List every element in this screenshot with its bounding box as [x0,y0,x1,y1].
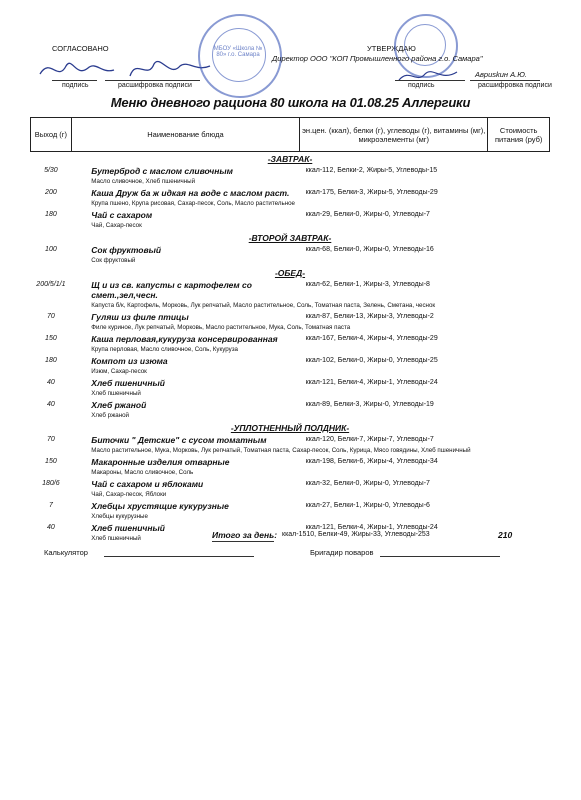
item-ingredients: Чай, Сахар-песок, Яблоки [91,491,167,498]
chef-label: Бригадир поваров [310,548,374,557]
calculator-label: Калькулятор [44,548,88,557]
item-name: Бутерброд с маслом сливочным [91,166,233,176]
item-dish-cell [71,500,299,512]
item-nutrition: ккал-102, Белки-0, Жиры-0, Углеводы-25 [305,357,438,364]
section-title: -ВТОРОЙ ЗАВТРАК- [248,233,332,243]
item-dish-cell [71,244,299,256]
item-dish-cell [71,377,299,389]
item-dish-cell [71,187,299,199]
menu-item-row [31,355,550,367]
menu-item-row [31,500,550,512]
item-name: Хлебцы хрустящие кукурузные [91,501,229,511]
item-name: Хлеб ржаной [91,400,147,410]
item-output: 5/30 [44,167,58,174]
item-name: Гуляш из филе птицы [91,312,189,322]
menu-item-row [31,187,550,199]
item-nutrition: ккал-27, Белки-1, Жиры-0, Углеводы-6 [305,502,430,509]
menu-item-ingredients-row [31,199,550,209]
section-header [31,421,550,434]
menu-item-row [31,456,550,468]
item-output: 150 [45,335,57,342]
director-text: Директор ООО "КОП Промышленного района г.о. Самара" [272,54,483,63]
menu-item-ingredients-row [31,446,550,456]
menu-item-ingredients-row [31,345,550,355]
section-title: -УПЛОТНЕННЫЙ ПОЛДНИК- [230,423,350,433]
item-nutrition: ккал-167, Белки-4, Жиры-4, Углеводы-29 [305,335,438,342]
item-output: 200/5/1/1 [36,281,66,288]
spacer-cell [31,367,72,377]
menu-item-ingredients-row [31,367,550,377]
menu-item-ingredients-row [31,389,550,399]
item-nutrition: ккал-68, Белки-0, Жиры-0, Углеводы-16 [305,246,434,253]
item-nutrition: ккал-29, Белки-0, Жиры-0, Углеводы-7 [305,211,430,218]
item-ingredients: Хлеб пшеничный [91,390,141,397]
page-title: Меню дневного рациона 80 школа на 01.08.25 Аллергики [110,95,471,110]
item-ingredients: Крупа пшено, Крупа рисовая, Сахар-песок, Соль, Масло растительное [91,200,295,207]
menu-item-ingredients-row [31,512,550,522]
item-ingredients: Капуста б/к, Картофель, Морковь, Лук репчатый, Масло растительное, Соль, Томатная паста, Зелень, Сметана, чеснок [91,302,436,309]
signature-decode-line-right [470,80,540,81]
approved-label: СОГЛАСОВАНО [52,44,109,53]
col-cost: Стоимость питания (руб) [488,118,550,152]
section-title: -ЗАВТРАК- [267,154,313,164]
item-dish-cell [71,311,299,323]
menu-item-row [31,377,550,389]
item-ingredients: Хлеб ржаной [91,412,130,419]
item-name: Каша перловая,кукуруза консервированная [91,334,278,344]
item-name: Компот из изюма [91,356,168,366]
item-nutrition: ккал-120, Белки-7, Жиры-7, Углеводы-7 [305,436,434,443]
item-dish-cell [71,478,299,490]
item-ingredients: Масло растительное, Мука, Морковь, Лук репчатый, Томатная паста, Сахар-песок, Соль, Курица, Мясо говядины, Хлеб пшеничный [91,447,471,454]
menu-item-ingredients-row [31,177,550,187]
menu-item-ingredients-row [31,468,550,478]
calculator-signature-line [104,556,254,557]
item-dish-cell [71,434,299,446]
item-dish-cell [71,333,299,345]
item-name: Каша Друж ба ж идкая на воде с маслом раст. [91,188,290,198]
item-cost [488,311,550,323]
item-dish-cell [71,279,299,301]
chef-signature-line [380,556,500,557]
caption-decode-left: расшифровка подписи [118,82,192,89]
item-dish-cell [71,355,299,367]
menu-item-ingredients-row [31,221,550,231]
item-ingredients: Масло сливочное, Хлеб пшеничный [91,178,196,185]
item-nutrition: ккал-121, Белки-4, Жиры-1, Углеводы-24 [305,524,438,531]
menu-item-row [31,399,550,411]
item-dish-cell [71,165,299,177]
item-ingredients: Хлеб пшеничный [91,535,141,542]
signature-line-right [395,80,465,81]
total-cost: 210 [498,530,513,540]
col-nutrition: эн.цен. (ккал), белки (г), углеводы (г), витамины (мг), микроэлементы (мг) [300,118,488,152]
spacer-cell [31,490,72,500]
item-ingredients: Филе куриное, Лук репчатый, Морковь, Масло растительное, Мука, Соль, Томатная паста [91,324,351,331]
section-header [31,231,550,244]
item-nutrition: ккал-89, Белки-3, Жиры-0, Углеводы-19 [305,401,434,408]
menu-item-ingredients-row [31,301,550,311]
item-output: 150 [45,458,57,465]
caption-signature-right: подпись [408,82,435,89]
item-output: 70 [47,436,55,443]
item-output: 40 [47,524,55,531]
item-ingredients: Хлебцы кукурузные [91,513,148,520]
item-name: Хлеб пшеничный [91,378,165,388]
item-cost [488,434,550,446]
item-cost [488,456,550,468]
menu-item-ingredients-row [31,323,550,333]
item-name: Биточки " Детские" с сусом томатным [91,435,267,445]
stamp-text: МБОУ «Школа № 80» г.о. Самара [213,46,263,58]
spacer-cell [31,323,72,333]
item-dish-cell [71,456,299,468]
item-ingredients: Изюм, Сахар-песок [91,368,147,375]
item-cost [488,187,550,199]
director-name: Авриskин А.Ю. [475,70,527,79]
item-name: Макаронные изделия отварные [91,457,230,467]
item-name: Сок фруктовый [91,245,162,255]
item-output: 180/6 [42,480,60,487]
menu-item-row [31,165,550,177]
menu-item-ingredients-row [31,411,550,421]
spacer-cell [31,199,72,209]
spacer-cell [31,345,72,355]
item-cost [488,279,550,301]
spacer-cell [31,534,72,544]
menu-body [31,152,550,545]
item-name: Хлеб пшеничный [91,523,165,533]
caption-signature-left: подпись [62,82,89,89]
caption-decode-right: расшифровка подписи [478,82,552,89]
item-cost [488,333,550,345]
item-ingredients: Крупа перловая, Масло сливочное, Соль, Кукуруза [91,346,238,353]
spacer-cell [31,389,72,399]
spacer-cell [31,468,72,478]
signature-decode-line-left [105,80,200,81]
total-label: Итого за день: [212,530,278,540]
spacer-cell [31,411,72,421]
section-header [31,266,550,279]
item-output: 180 [45,211,57,218]
spacer-cell [31,446,72,456]
item-cost [488,244,550,256]
item-name: Чай с сахаром [91,210,153,220]
menu-item-row [31,434,550,446]
approve-label: УТВЕРЖДАЮ [367,44,416,53]
item-ingredients: Чай, Сахар-песок [91,222,142,229]
item-cost [488,209,550,221]
item-output: 7 [48,502,53,509]
item-nutrition: ккал-112, Белки-2, Жиры-5, Углеводы-15 [305,167,438,174]
menu-item-ingredients-row [31,256,550,266]
spacer-cell [31,256,72,266]
item-output: 180 [45,357,57,364]
spacer-cell [31,301,72,311]
item-dish-cell [71,399,299,411]
item-output: 40 [47,401,55,408]
item-cost [488,399,550,411]
section-header [31,152,550,166]
item-cost [488,500,550,512]
section-title: -ОБЕД- [274,268,306,278]
menu-item-row [31,311,550,323]
signature-line-left [52,80,97,81]
spacer-cell [31,177,72,187]
item-nutrition: ккал-175, Белки-3, Жиры-5, Углеводы-29 [305,189,438,196]
total-nutrition: ккал-1510, Белки-49, Жиры-33, Углеводы-253 [282,531,430,538]
item-output: 200 [45,189,57,196]
total-underline [212,541,274,542]
item-cost [488,165,550,177]
item-name: Щ и из св. капусты с картофелем со смет.,зел,чесн. [91,280,252,300]
item-nutrition: ккал-121, Белки-4, Жиры-1, Углеводы-24 [305,379,438,386]
item-ingredients: Макароны, Масло сливочное, Соль [91,469,194,476]
item-output: 70 [47,313,55,320]
item-name: Чай с сахаром и яблоками [91,479,204,489]
spacer-cell [31,221,72,231]
menu-item-ingredients-row [31,490,550,500]
item-nutrition: ккал-87, Белки-13, Жиры-3, Углеводы-2 [305,313,434,320]
item-cost [488,377,550,389]
item-nutrition: ккал-198, Белки-6, Жиры-4, Углеводы-34 [305,458,438,465]
menu-item-row [31,209,550,221]
item-output: 100 [45,246,57,253]
item-dish-cell [71,209,299,221]
menu-item-row [31,333,550,345]
item-ingredients: Сок фруктовый [91,257,136,264]
spacer-cell [31,512,72,522]
item-nutrition: ккал-62, Белки-1, Жиры-3, Углеводы-8 [305,281,430,288]
menu-table [30,117,550,544]
item-output: 40 [47,379,55,386]
item-nutrition: ккал-32, Белки-0, Жиры-0, Углеводы-7 [305,480,430,487]
item-cost [488,478,550,490]
col-output: Выход (г) [31,118,72,152]
menu-item-row [31,279,550,301]
menu-item-row [31,244,550,256]
col-dish: Наименование блюда [71,118,299,152]
menu-item-row [31,478,550,490]
item-cost [488,355,550,367]
